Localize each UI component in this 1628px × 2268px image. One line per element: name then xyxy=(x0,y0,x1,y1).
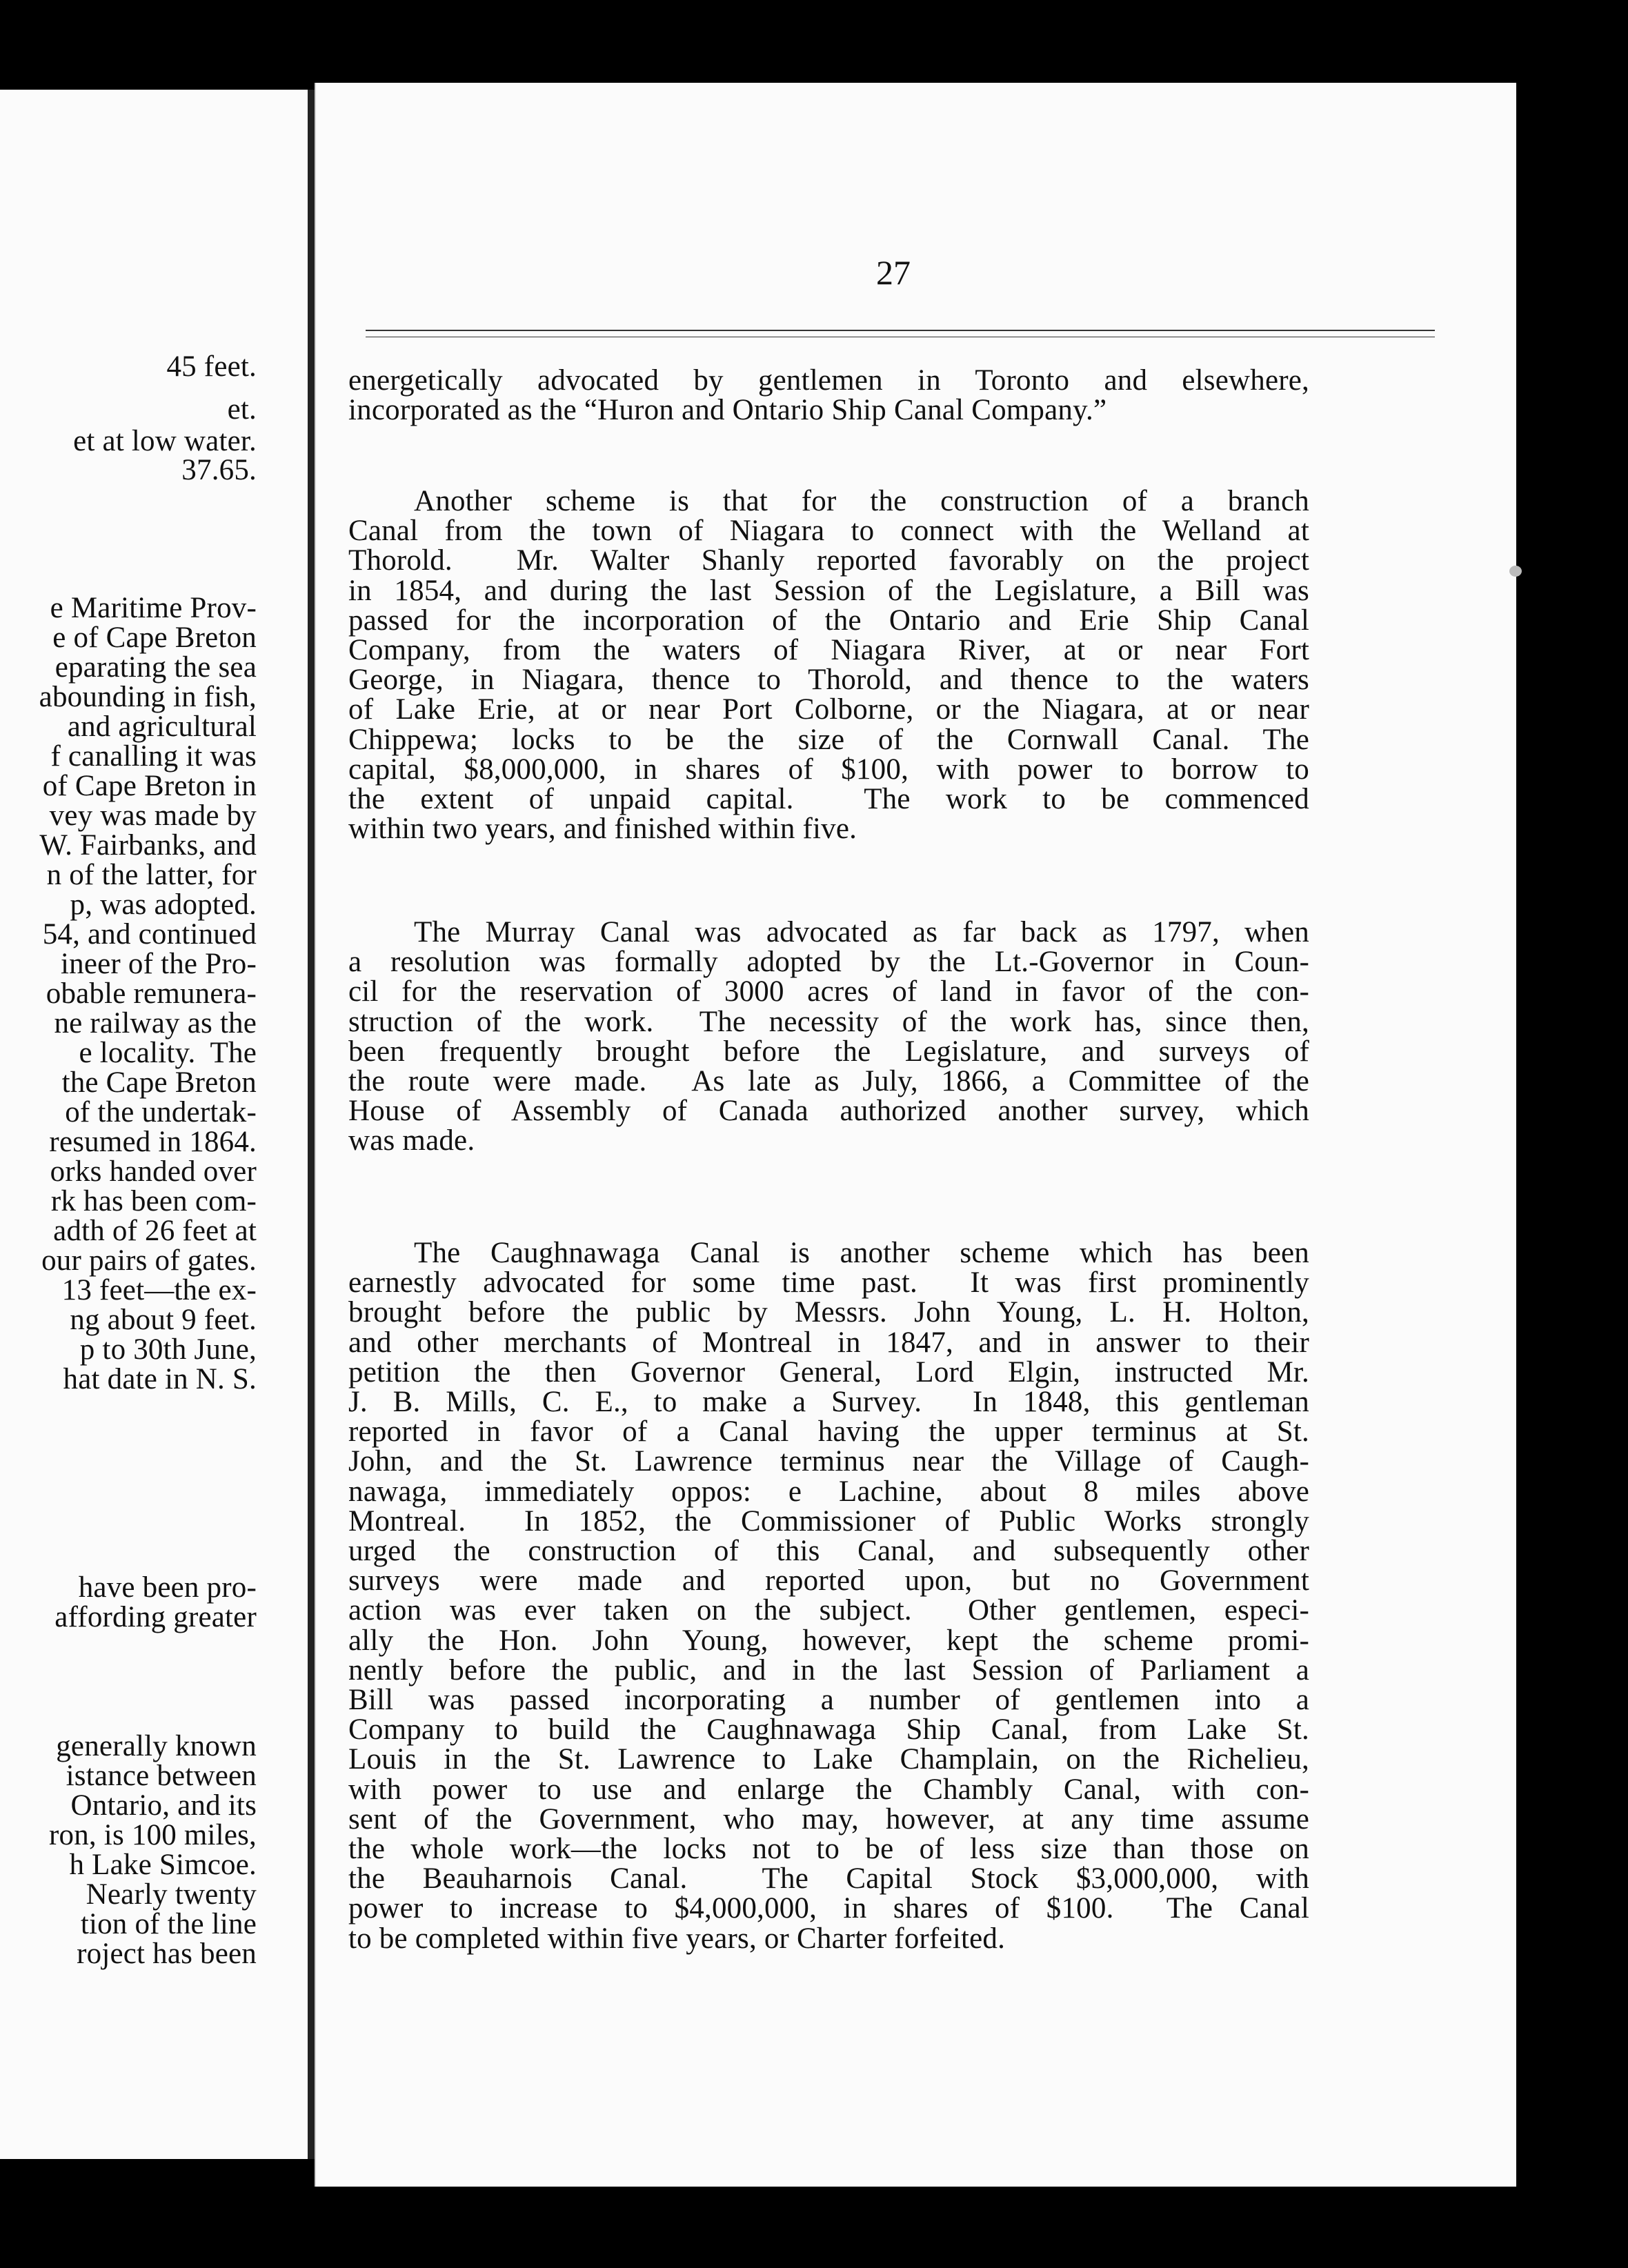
paragraph-4-line: the whole work—the locks not to be of less size than those on xyxy=(348,1833,1309,1865)
left-page-fragment: p to 30th June, xyxy=(79,1333,257,1366)
paragraph-4-line: nawaga, immediately oppos: e Lachine, about 8 miles above xyxy=(348,1475,1309,1508)
paragraph-4-line: with power to use and enlarge the Chambly Canal, with con- xyxy=(348,1773,1309,1806)
paragraph-4-line: Company to build the Caughnawaga Ship Canal, from Lake St. xyxy=(348,1713,1309,1747)
left-page-fragment: ron, is 100 miles, xyxy=(48,1819,257,1851)
left-page-fragment: e locality. The xyxy=(79,1037,257,1069)
left-page-fragment: Nearly twenty xyxy=(86,1878,257,1911)
left-page-fragment: ineer of the Pro- xyxy=(61,948,257,980)
paragraph-2-line: George, in Niagara, thence to Thorold, and thence to the waters xyxy=(348,664,1309,697)
left-page-fragment: h Lake Simcoe. xyxy=(69,1849,257,1881)
paragraph-3-line: the route were made. As late as July, 1866, a Committee of the xyxy=(348,1065,1309,1097)
paragraph-3-line: House of Assembly of Canada authorized another survey, which xyxy=(348,1095,1309,1128)
left-page-fragment: our pairs of gates. xyxy=(41,1244,257,1277)
paragraph-4-line: ally the Hon. John Young, however, kept the scheme promi- xyxy=(348,1624,1309,1657)
left-page-fragment: p, was adopted. xyxy=(70,888,257,921)
left-page-fragment: hat date in N. S. xyxy=(63,1363,257,1395)
paragraph-4-line: urged the construction of this Canal, and subsequently other xyxy=(348,1535,1309,1567)
paragraph-2-line: the extent of unpaid capital. The work to be commenced xyxy=(348,783,1309,815)
paragraph-4-line: sent of the Government, who may, however, at any time assume xyxy=(348,1802,1309,1836)
paragraph-2-line: Canal from the town of Niagara to connect with the Welland at xyxy=(348,515,1309,548)
paragraph-4-line: earnestly advocated for some time past. It was first prominently xyxy=(348,1266,1309,1300)
paragraph-4-line: The Caughnawaga Canal is another scheme which has been xyxy=(414,1237,1309,1269)
left-page-fragment: rk has been com- xyxy=(50,1185,257,1217)
left-page-fragment: eparating the sea xyxy=(54,651,257,684)
left-page-fragment: vey was made by xyxy=(49,799,257,832)
paragraph-3-line: been frequently brought before the Legislature, and surveys of xyxy=(348,1035,1309,1068)
page-blemish xyxy=(1509,566,1522,577)
paragraph-4-line: the Beauharnois Canal. The Capital Stock $3,000,000, with xyxy=(348,1862,1309,1896)
left-page-fragment: tion of the line xyxy=(80,1908,257,1940)
left-page-fragment: e of Cape Breton xyxy=(52,621,257,654)
paragraph-2-line: Thorold. Mr. Walter Shanly reported favorably on the project xyxy=(348,544,1309,577)
left-page-fragment: 37.65. xyxy=(181,454,257,486)
paragraph-4-line: Bill was passed incorporating a number of gentlemen into a xyxy=(348,1684,1309,1716)
left-page-fragment: have been pro- xyxy=(78,1571,257,1604)
left-page-fragment: of Cape Breton in xyxy=(42,770,257,802)
paragraph-4-line: nently before the public, and in the last Session of Parliament a xyxy=(348,1653,1309,1687)
paragraph-2-line: within two years, and finished within five. xyxy=(348,813,857,846)
paragraph-2-line: Another scheme is that for the construction of a branch xyxy=(414,485,1309,517)
left-page-fragment: 13 feet—the ex- xyxy=(61,1274,257,1306)
paragraph-2-line: in 1854, and during the last Session of the Legislature, a Bill was xyxy=(348,574,1309,607)
paragraph-4-line: brought before the public by Messrs. John Young, L. H. Holton, xyxy=(348,1296,1309,1329)
paragraph-3-line: was made. xyxy=(348,1124,475,1157)
paragraph-4-line: Louis in the St. Lawrence to Lake Champlain, on the Richelieu, xyxy=(348,1743,1309,1776)
paragraph-2-line: passed for the incorporation of the Ontario and Erie Ship Canal xyxy=(348,604,1309,637)
left-page-fragment: e Maritime Prov- xyxy=(50,592,257,624)
left-page-fragment: Ontario, and its xyxy=(70,1789,257,1822)
paragraph-2-line: capital, $8,000,000, in shares of $100, with power to borrow to xyxy=(348,753,1309,786)
left-page-fragment: and agricultural xyxy=(67,710,257,743)
left-page-fragment: n of the latter, for xyxy=(46,859,257,891)
left-page-fragment: W. Fairbanks, and xyxy=(39,829,257,862)
left-page-fragment: ne railway as the xyxy=(54,1007,257,1040)
paragraph-4-line: petition the then Governor General, Lord Elgin, instructed Mr. xyxy=(348,1355,1309,1389)
paragraph-2-line: of Lake Erie, at or near Port Colborne, or the Niagara, at or near xyxy=(348,693,1309,726)
left-page-fragment: et at low water. xyxy=(73,425,257,457)
left-page-fragment: f canalling it was xyxy=(50,740,257,773)
paragraph-4-line: to be completed within five years, or Charter forfeited. xyxy=(348,1922,1006,1955)
paragraph-4-line: power to increase to $4,000,000, in shares of $100. The Canal xyxy=(348,1892,1309,1925)
paragraph-4-line: surveys were made and reported upon, but no Government xyxy=(348,1564,1309,1598)
left-page-fragment: 45 feet. xyxy=(166,350,257,383)
page-number: 27 xyxy=(876,253,911,292)
left-page-fragment: generally known xyxy=(56,1730,257,1762)
left-page-fragment: istance between xyxy=(66,1760,257,1792)
paragraph-4-line: reported in favor of a Canal having the upper terminus at St. xyxy=(348,1415,1309,1449)
left-page-fragment: ng about 9 feet. xyxy=(70,1304,257,1336)
left-page-fragment: et. xyxy=(227,393,257,426)
paragraph-4-line: J. B. Mills, C. E., to make a Survey. In 1848, this gentleman xyxy=(348,1386,1309,1418)
paragraph-1-line: incorporated as the “Huron and Ontario Ship Canal Company.” xyxy=(348,394,1107,427)
paragraph-3-line: a resolution was formally adopted by the Lt.-Governor in Coun- xyxy=(348,946,1309,979)
paragraph-3-line: The Murray Canal was advocated as far back as 1797, when xyxy=(414,916,1309,948)
paragraph-4-line: and other merchants of Montreal in 1847, and in answer to their xyxy=(348,1326,1309,1359)
paragraph-2-line: Company, from the waters of Niagara River, at or near Fort xyxy=(348,634,1309,666)
left-page-fragment: obable remunera- xyxy=(46,977,257,1010)
left-page-fragment: adth of 26 feet at xyxy=(53,1215,257,1247)
left-page-fragment: the Cape Breton xyxy=(61,1066,257,1099)
left-page-fragment: orks handed over xyxy=(50,1155,257,1188)
left-page-fragment: resumed in 1864. xyxy=(49,1126,257,1158)
header-rule xyxy=(366,330,1435,331)
left-page-fragment: abounding in fish, xyxy=(39,681,257,713)
left-page-fragment: roject has been xyxy=(77,1938,257,1970)
paragraph-3-line: struction of the work. The necessity of the work has, since then, xyxy=(348,1005,1309,1038)
left-page-fragment: of the undertak- xyxy=(65,1096,257,1128)
paragraph-4-line: action was ever taken on the subject. Other gentlemen, especi- xyxy=(348,1594,1309,1627)
paragraph-3-line: cil for the reservation of 3000 acres of land in favor of the con- xyxy=(348,975,1309,1008)
paragraph-4-line: Montreal. In 1852, the Commissioner of Public Works strongly xyxy=(348,1504,1309,1538)
left-page-fragment: 54, and continued xyxy=(42,918,257,951)
paragraph-2-line: Chippewa; locks to be the size of the Cornwall Canal. The xyxy=(348,723,1309,756)
paragraph-4-line: John, and the St. Lawrence terminus near the Village of Caugh- xyxy=(348,1445,1309,1478)
paragraph-1-line: energetically advocated by gentlemen in Toronto and elsewhere, xyxy=(348,364,1309,397)
left-page-fragment: affording greater xyxy=(54,1601,257,1633)
